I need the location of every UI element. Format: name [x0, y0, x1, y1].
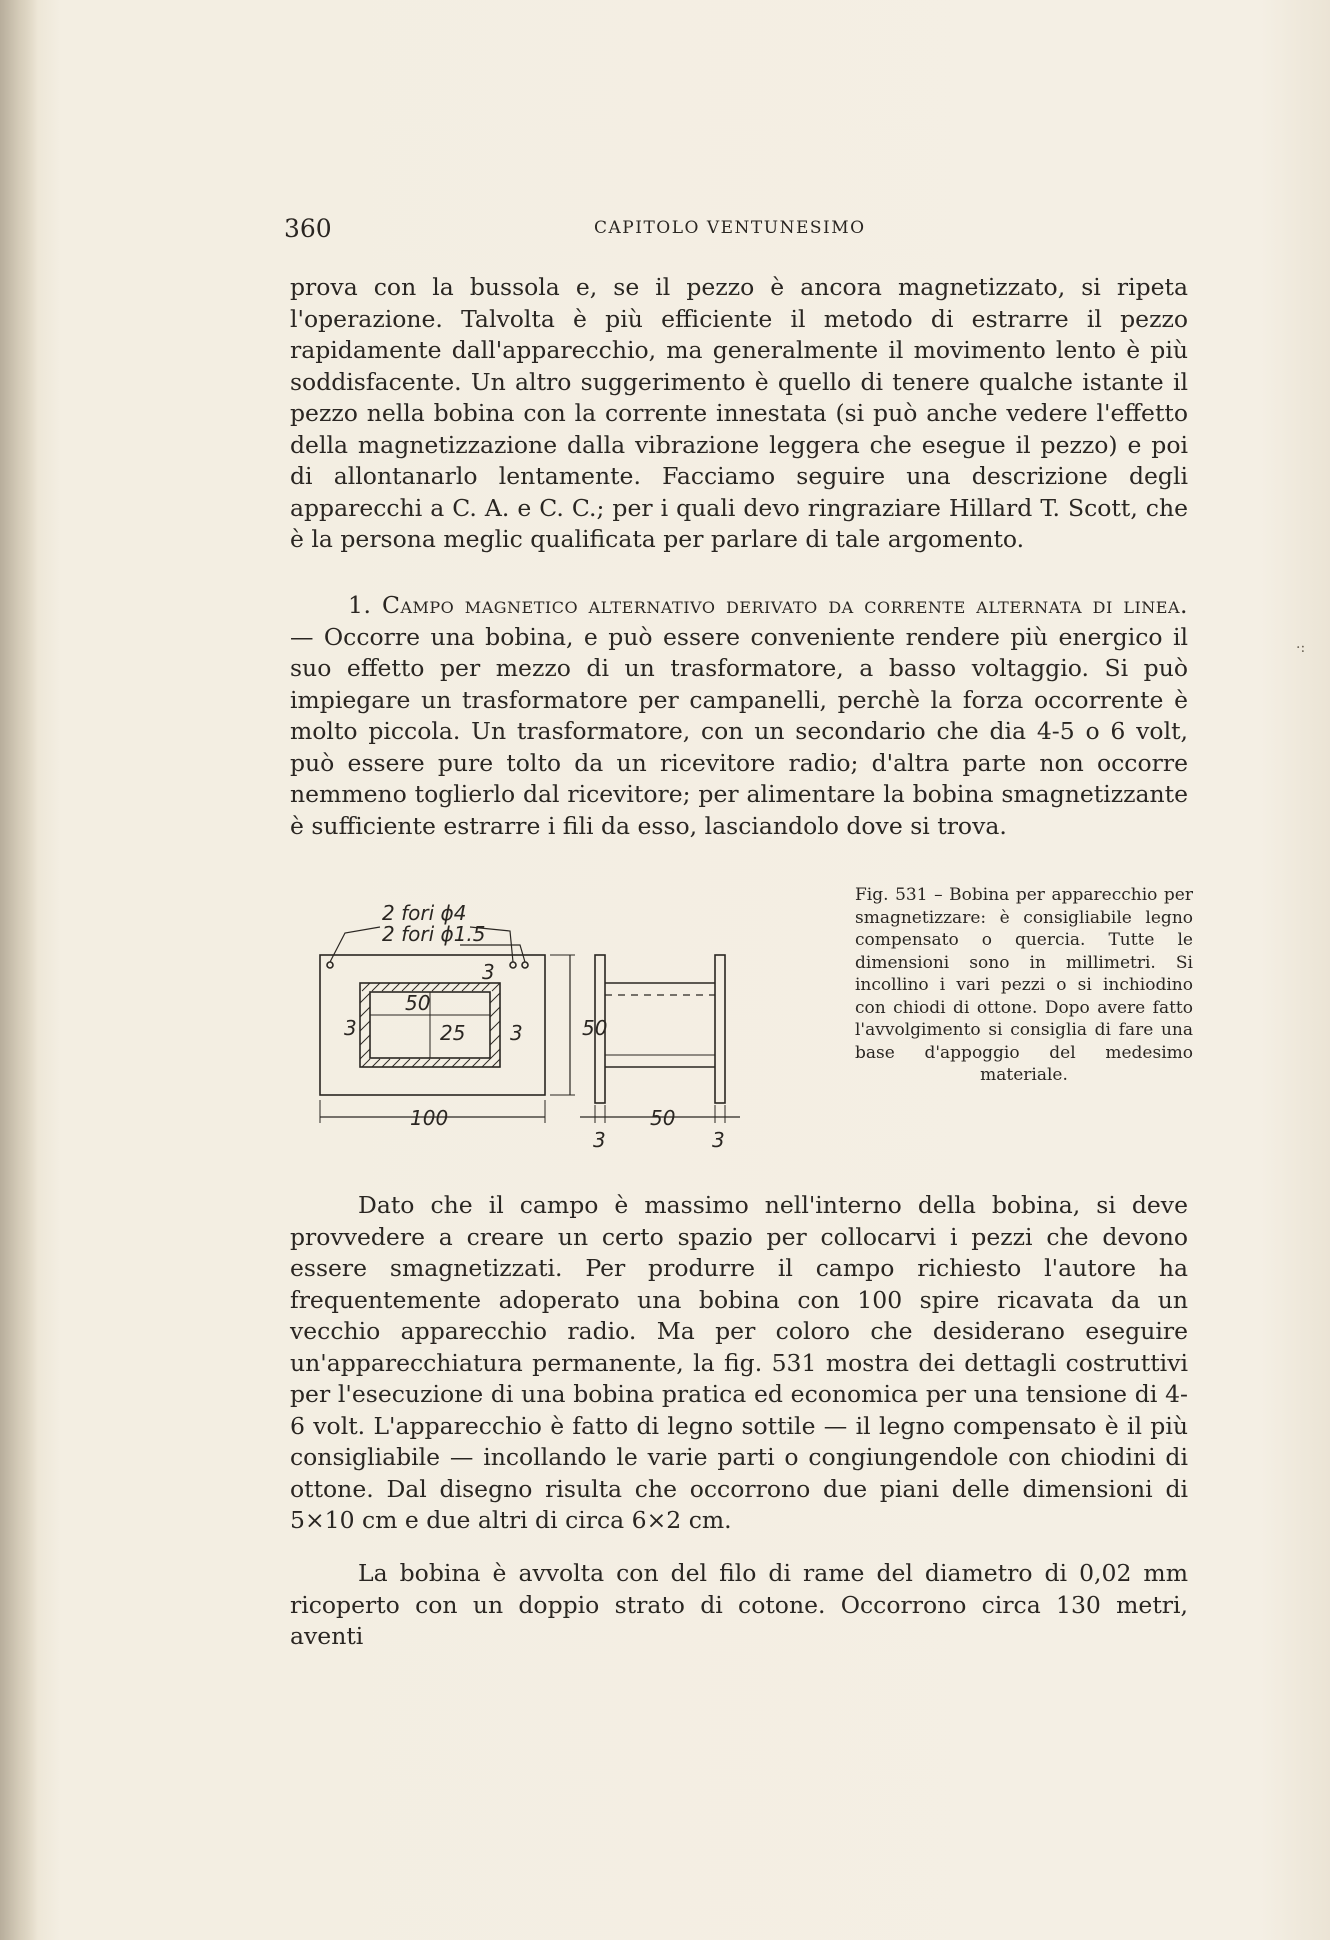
chapter-title: CAPITOLO VENTUNESIMO	[594, 218, 866, 238]
paragraph-2	[290, 590, 1188, 842]
label-plate-width: 100	[410, 1106, 449, 1130]
label-inner-height: 25	[440, 1021, 466, 1045]
paragraph-3: Dato che il campo è massimo nell'interno della bobina, si deve provvedere a creare un certo spazio per collocarvi i pezzi che devono essere smagnetizzati. Per produrre il campo richiesto l'autore ha frequentemente adoperato una bobina con 100 spire ricavata da un vecchio apparecchio radio. Ma per coloro che desiderano eseguire un'apparecchiatura permanente, la fig. 531 mostra dei dettagli costruttivi per l'esecuzione di una bobina pratica ed economica per una tensione di 4-6 volt. L'apparecchio è fatto di legno sottile — il legno compensato è il più consigliabile — incollando le varie parti o congiungendole con chiodini di ottone. Dal disegno risulta che occorrono due piani delle dimensioni di 5×10 cm e due altri di circa 6×2 cm.	[290, 1191, 1188, 1534]
hole-right-b	[522, 962, 528, 968]
side-flange-right	[715, 955, 725, 1103]
label-wall-top: 3	[482, 960, 495, 984]
running-head	[284, 214, 1184, 244]
margin-mark: ·:	[1296, 640, 1306, 656]
section-title: 1. Campo magnetico alternativo derivato da corrente alternata di linea.	[348, 591, 1188, 619]
hole-right-a	[510, 962, 516, 968]
figure-caption: Fig. 531 – Bobina per apparecchio per smagnetizzare: è consigliabile legno compensato o quercia. Tutte le dimensioni sono in millimetri. Si incollino i vari pezzi o si inchiodino con chiodi di ottone. Dopo avere fatto l'avvolgimento si consiglia di fare una base d'appoggio del medesimo materiale.	[855, 885, 1193, 1085]
label-holes-1-5: 2 fori ϕ1.5	[382, 922, 486, 946]
label-wall-right: 3	[510, 1021, 523, 1045]
page-number: 360	[284, 214, 332, 243]
coil-technical-drawing	[310, 885, 830, 1155]
paragraph-1: prova con la bussola e, se il pezzo è ancora magnetizzato, si ripeta l'operazione. Talvolta è più efficiente il metodo di estrarre il pezzo rapidamente dall'apparecchio, ma generalmente il movimento lento è più soddisfacente. Un altro suggerimento è quello di tenere qualche istante il pezzo nella bobina con la corrente innestata (si può anche vedere l'effetto della magnetizzazione dalla vibrazione leggera che esegue il pezzo) e poi di allontanarlo lentamente. Facciamo seguire una descrizione degli apparecchi a C. A. e C. C.; per i quali devo ringraziare Hillard T. Scott, che è la persona meglic qualificata per parlare di tale argomento.	[290, 273, 1188, 553]
label-side-length: 50	[650, 1106, 676, 1130]
hole-left	[327, 962, 333, 968]
label-wall-left: 3	[344, 1016, 357, 1040]
label-holes-4: 2 fori ϕ4	[382, 901, 467, 925]
label-inner-width: 50	[405, 991, 431, 1015]
paragraph-4: La bobina è avvolta con del filo di rame del diametro di 0,02 mm ricoperto con un doppio strato di cotone. Occorrono circa 130 metri, aventi	[290, 1559, 1188, 1650]
label-side-right-thickness: 3	[712, 1128, 725, 1152]
figure-531-drawing	[310, 885, 830, 1155]
label-side-left-thickness: 3	[593, 1128, 606, 1152]
section-body: — Occorre una bobina, e può essere conveniente rendere più energico il suo effetto per mezzo di un trasformatore, a basso voltaggio. Si può impiegare un trasformatore per campanelli, perchè la forza occorrente è molto piccola. Un trasformatore, con un secondario che dia 4-5 o 6 volt, può essere pure tolto da un ricevitore radio; d'altra parte non occorre nemmeno toglierlo dal ricevitore; per alimentare la bobina smagnetizzante è sufficiente estrarre i fili da esso, lasciandolo dove si trova.	[290, 622, 1188, 840]
binding-shadow	[0, 0, 38, 1940]
label-plate-height: 50	[582, 1016, 608, 1040]
